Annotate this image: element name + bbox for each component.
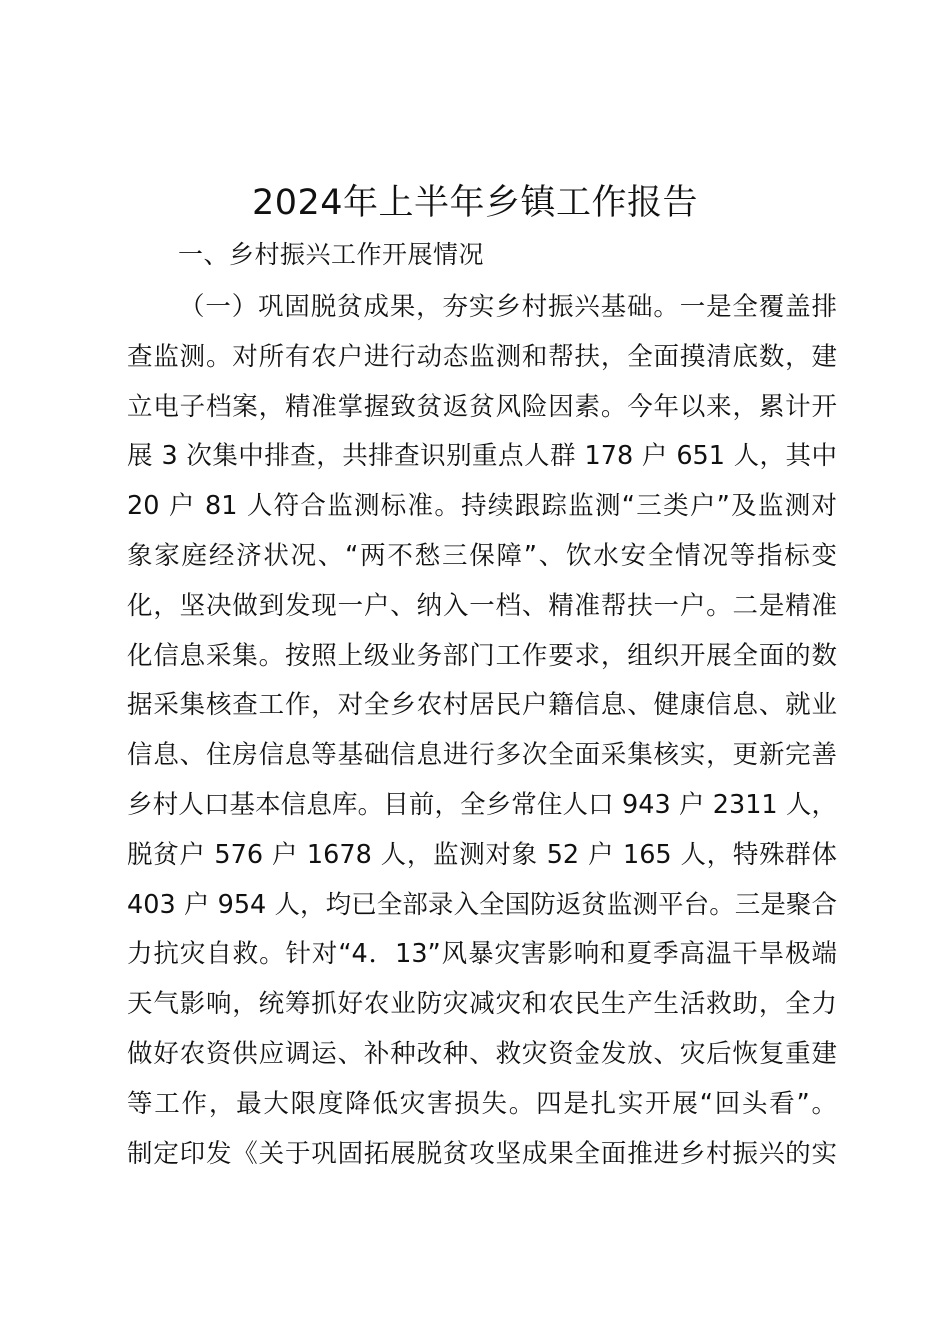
paragraph-line: 立电子档案，精准掌握致贫返贫风险因素。今年以来，累计开 bbox=[127, 391, 837, 422]
paragraph-line: 展 3 次集中排查，共排查识别重点人群 178 户 651 人，其中 bbox=[127, 441, 837, 472]
paragraph-line: 制定印发《关于巩固拓展脱贫攻坚成果全面推进乡村振兴的实 bbox=[127, 1138, 837, 1169]
paragraph-line: （一）巩固脱贫成果，夯实乡村振兴基础。一是全覆盖排 bbox=[179, 292, 837, 322]
paragraph-line: 据采集核查工作，对全乡农村居民户籍信息、健康信息、就业 bbox=[127, 690, 837, 721]
paragraph-line: 力抗灾自救。针对“4．13”风暴灾害影响和夏季高温干旱极端 bbox=[127, 939, 837, 970]
paragraph-line: 做好农资供应调运、补种改种、救灾资金发放、灾后恢复重建 bbox=[127, 1038, 837, 1069]
paragraph-line: 化信息采集。按照上级业务部门工作要求，组织开展全面的数 bbox=[127, 640, 837, 671]
paragraph-line: 403 户 954 人，均已全部录入全国防返贫监测平台。三是聚合 bbox=[127, 889, 837, 920]
paragraph-line: 天气影响，统筹抓好农业防灾减灾和农民生产生活救助，全力 bbox=[127, 989, 837, 1020]
paragraph-line: 20 户 81 人符合监测标准。持续跟踪监测“三类户”及监测对 bbox=[127, 491, 837, 522]
paragraph-line: 信息、住房信息等基础信息进行多次全面采集核实，更新完善 bbox=[127, 740, 837, 771]
paragraph-line: 象家庭经济状况、“两不愁三保障”、饮水安全情况等指标变 bbox=[127, 540, 837, 571]
paragraph-line: 乡村人口基本信息库。目前，全乡常住人口 943 户 2311 人， bbox=[127, 789, 837, 820]
paragraph-line: 化，坚决做到发现一户、纳入一档、精准帮扶一户。二是精准 bbox=[127, 590, 837, 621]
section-heading: 一、乡村振兴工作开展情况 bbox=[178, 240, 485, 269]
body-paragraph bbox=[127, 283, 837, 1179]
paragraph-line: 脱贫户 576 户 1678 人，监测对象 52 户 165 人，特殊群体 bbox=[127, 839, 837, 870]
paragraph-line: 查监测。对所有农户进行动态监测和帮扶，全面摸清底数，建 bbox=[127, 341, 837, 372]
document-title: 2024年上半年乡镇工作报告 bbox=[251, 183, 699, 223]
paragraph-line: 等工作，最大限度降低灾害损失。四是扎实开展“回头看”。 bbox=[127, 1088, 837, 1119]
